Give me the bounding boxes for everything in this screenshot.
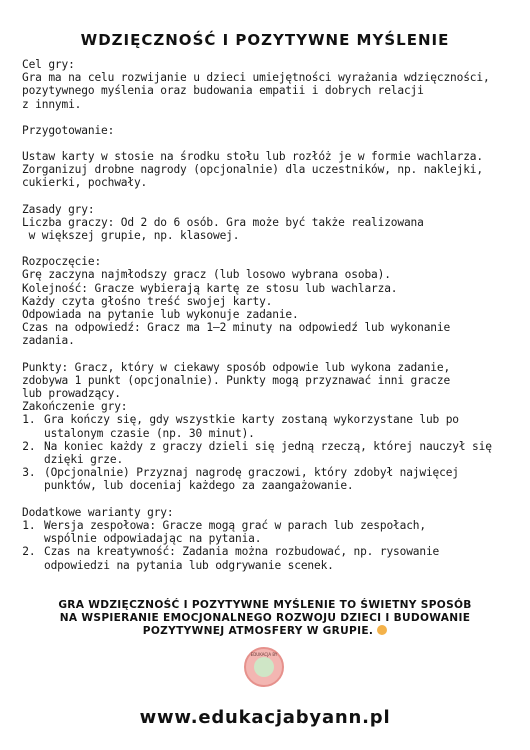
list-item [42,519,512,545]
list-item-line: punktów, lub doceniaj każdego za zaangażowanie. [44,479,354,493]
list-item [42,440,512,466]
section-heading: Rozpoczęcie: [22,255,102,269]
text-line: cukierki, pochwały. [22,176,148,190]
closing-line [20,625,510,638]
list-item-line: 2. Na koniec każdy z graczy dzieli się jedną rzeczą, której nauczył się [44,439,492,453]
text-line: Zorganizuj drobne nagrody (opcjonalnie) dla uczestników, np. naklejki, [22,163,483,177]
text-line: Ustaw karty w stosie na środku stołu lub rozłóż je w formie wachlarza. [22,150,483,164]
list-item-line: 3. (Opcjonalnie) Przyznaj nagrodę graczowi, który zdobył najwięcej [44,466,459,480]
list-item-line: dzięki grze. [44,453,124,467]
numbered-list [22,519,512,572]
text-line: Punkty: Gracz, który w ciekawy sposób odpowie lub wykona zadanie, [22,360,451,374]
list-item-line: 1. Wersja zespołowa: Gracze mogą grać w parach lub zespołach, [44,518,426,532]
list-item [42,545,512,571]
text-line: Czas na odpowiedź: Gracz ma 1–2 minuty na odpowiedź lub wykonanie [22,321,451,335]
list-item-line: odpowiedzi na pytania lub odgrywanie scenek. [44,558,334,572]
document-body [22,58,512,572]
brand-logo [244,647,284,687]
text-line: Każdy czyta głośno treść swojej karty. [22,294,273,308]
list-item-line: wspólnie odpowiadając na pytania. [44,532,262,546]
closing-line-text: POZYTYWNEJ ATMOSFERY W GRUPIE. [142,625,374,637]
closing-statement [20,599,510,638]
section-punkty [22,361,512,401]
list-item-line: ustalonym czasie (np. 30 minut). [44,426,255,440]
section-heading: Zakończenie gry: [22,400,128,414]
text-line: Grę zaczyna najmłodszy gracz (lub losowo wybrana osoba). [22,268,391,282]
list-item [42,413,512,439]
section-zasady [22,203,512,243]
section-heading: Cel gry: [22,58,75,71]
text-line: Liczba graczy: Od 2 do 6 osób. Gra może być także realizowana [22,215,424,229]
text-line: Odpowiada na pytanie lub wykonuje zadanie. [22,308,299,322]
list-item [42,466,512,492]
text-line: pozytywnego myślenia oraz budowania empatii i dobrych relacji [22,84,424,98]
smile-emoji-icon [377,625,387,635]
closing-line: NA WSPIERANIE EMOCJONALNEGO ROZWOJU DZIECI I BUDOWANIE [59,612,471,624]
closing-line: GRA WDZIĘCZNOŚĆ I POZYTYWNE MYŚLENIE TO ŚWIETNY SPOSÓB [58,599,472,611]
text-line: Kolejność: Gracze wybierają kartę ze stosu lub wachlarza. [22,281,398,295]
text-line: w większej grupie, np. klasowej. [22,229,240,243]
text-line: zdobywa 1 punkt (opcjonalnie). Punkty mogą przyznawać inni gracze [22,373,451,387]
page-title: WDZIĘCZNOŚĆ I POZYTYWNE MYŚLENIE [80,31,450,49]
section-przygotowanie [22,124,512,190]
section-cel [22,58,512,111]
section-warianty [22,506,512,572]
text-line: Gra ma na celu rozwijanie u dzieci umiejętności wyrażania wdzięczności, [22,71,490,85]
list-item-line: 1. Gra kończy się, gdy wszystkie karty zostaną wykorzystane lub po [44,413,459,427]
website-url: www.edukacjabyann.pl [139,707,391,728]
text-line: zadania. [22,334,75,348]
logo-emblem-icon [254,657,274,677]
list-item-line: 2. Czas na kreatywność: Zadania można rozbudować, np. rysowanie [44,545,440,559]
section-heading: Dodatkowe warianty gry: [22,505,174,519]
text-line: z innymi. [22,97,82,111]
logo-text: EDUKACJA BY [250,652,278,657]
section-zakonczenie [22,400,512,492]
section-heading: Przygotowanie: [22,123,115,137]
section-heading: Zasady gry: [22,202,95,216]
section-rozpoczecie [22,255,512,347]
text-line: lub prowadzący. [22,387,121,401]
numbered-list [22,413,512,492]
